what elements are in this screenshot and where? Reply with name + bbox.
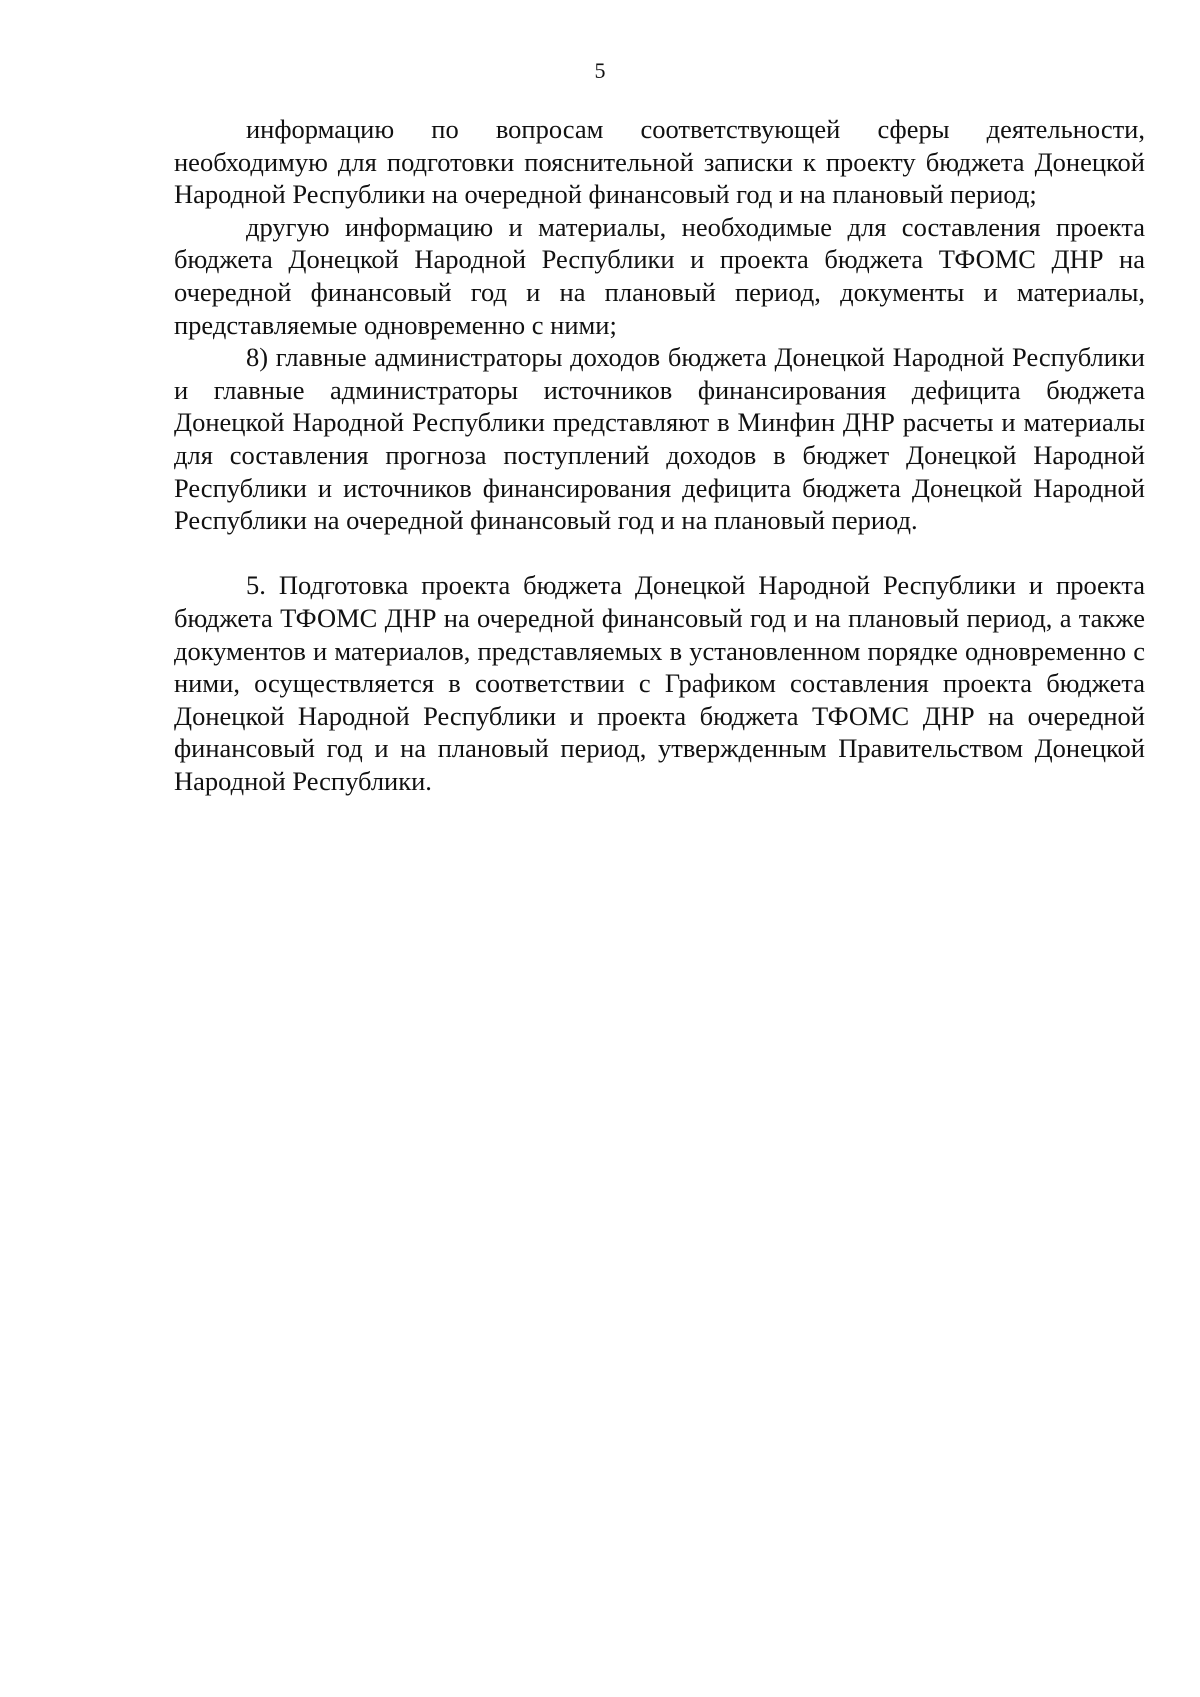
paragraph-info-explanatory-note: информацию по вопросам соответствующей сферы деятельности, необходимую для подготовки пояснительной записки к проекту бюджета Донецкой Народной Республики на очередной финансовый год и на плановый период; xyxy=(174,114,1145,210)
paragraph-other-information: другую информацию и материалы, необходимые для составления проекта бюджета Донецкой Народной Республики и проекта бюджета ТФОМС ДНР на очередной финансовый год и на плановый период, документы и материалы, представляемые одновременно с ними; xyxy=(174,211,1145,340)
paragraph-item-8: 8) главные администраторы доходов бюджета Донецкой Народной Республики и главные администраторы источников финансирования дефицита бюджета Донецкой Народной Республики представляют в Минфин ДНР расчеты и материалы для составления прогноза поступлений доходов в бюджет Донецкой Народной Республики и источников финансирования дефицита бюджета Донецкой Народной Республики на очередной финансовый год и на плановый период. xyxy=(174,342,1145,536)
paragraph-section-5: 5. Подготовка проекта бюджета Донецкой Народной Республики и проекта бюджета ТФОМС ДНР на очередной финансовый год и на плановый период, а также документов и материалов, представляемых в установленном порядке одновременно с ними, осуществляется в соответствии с Графиком составления проекта бюджета Донецкой Народной Республики и проекта бюджета ТФОМС ДНР на очередной финансовый год и на плановый период, утвержденным Правительством Донецкой Народной Республики. xyxy=(174,570,1145,796)
document-body xyxy=(174,113,1145,797)
page-number: 5 xyxy=(594,58,606,83)
